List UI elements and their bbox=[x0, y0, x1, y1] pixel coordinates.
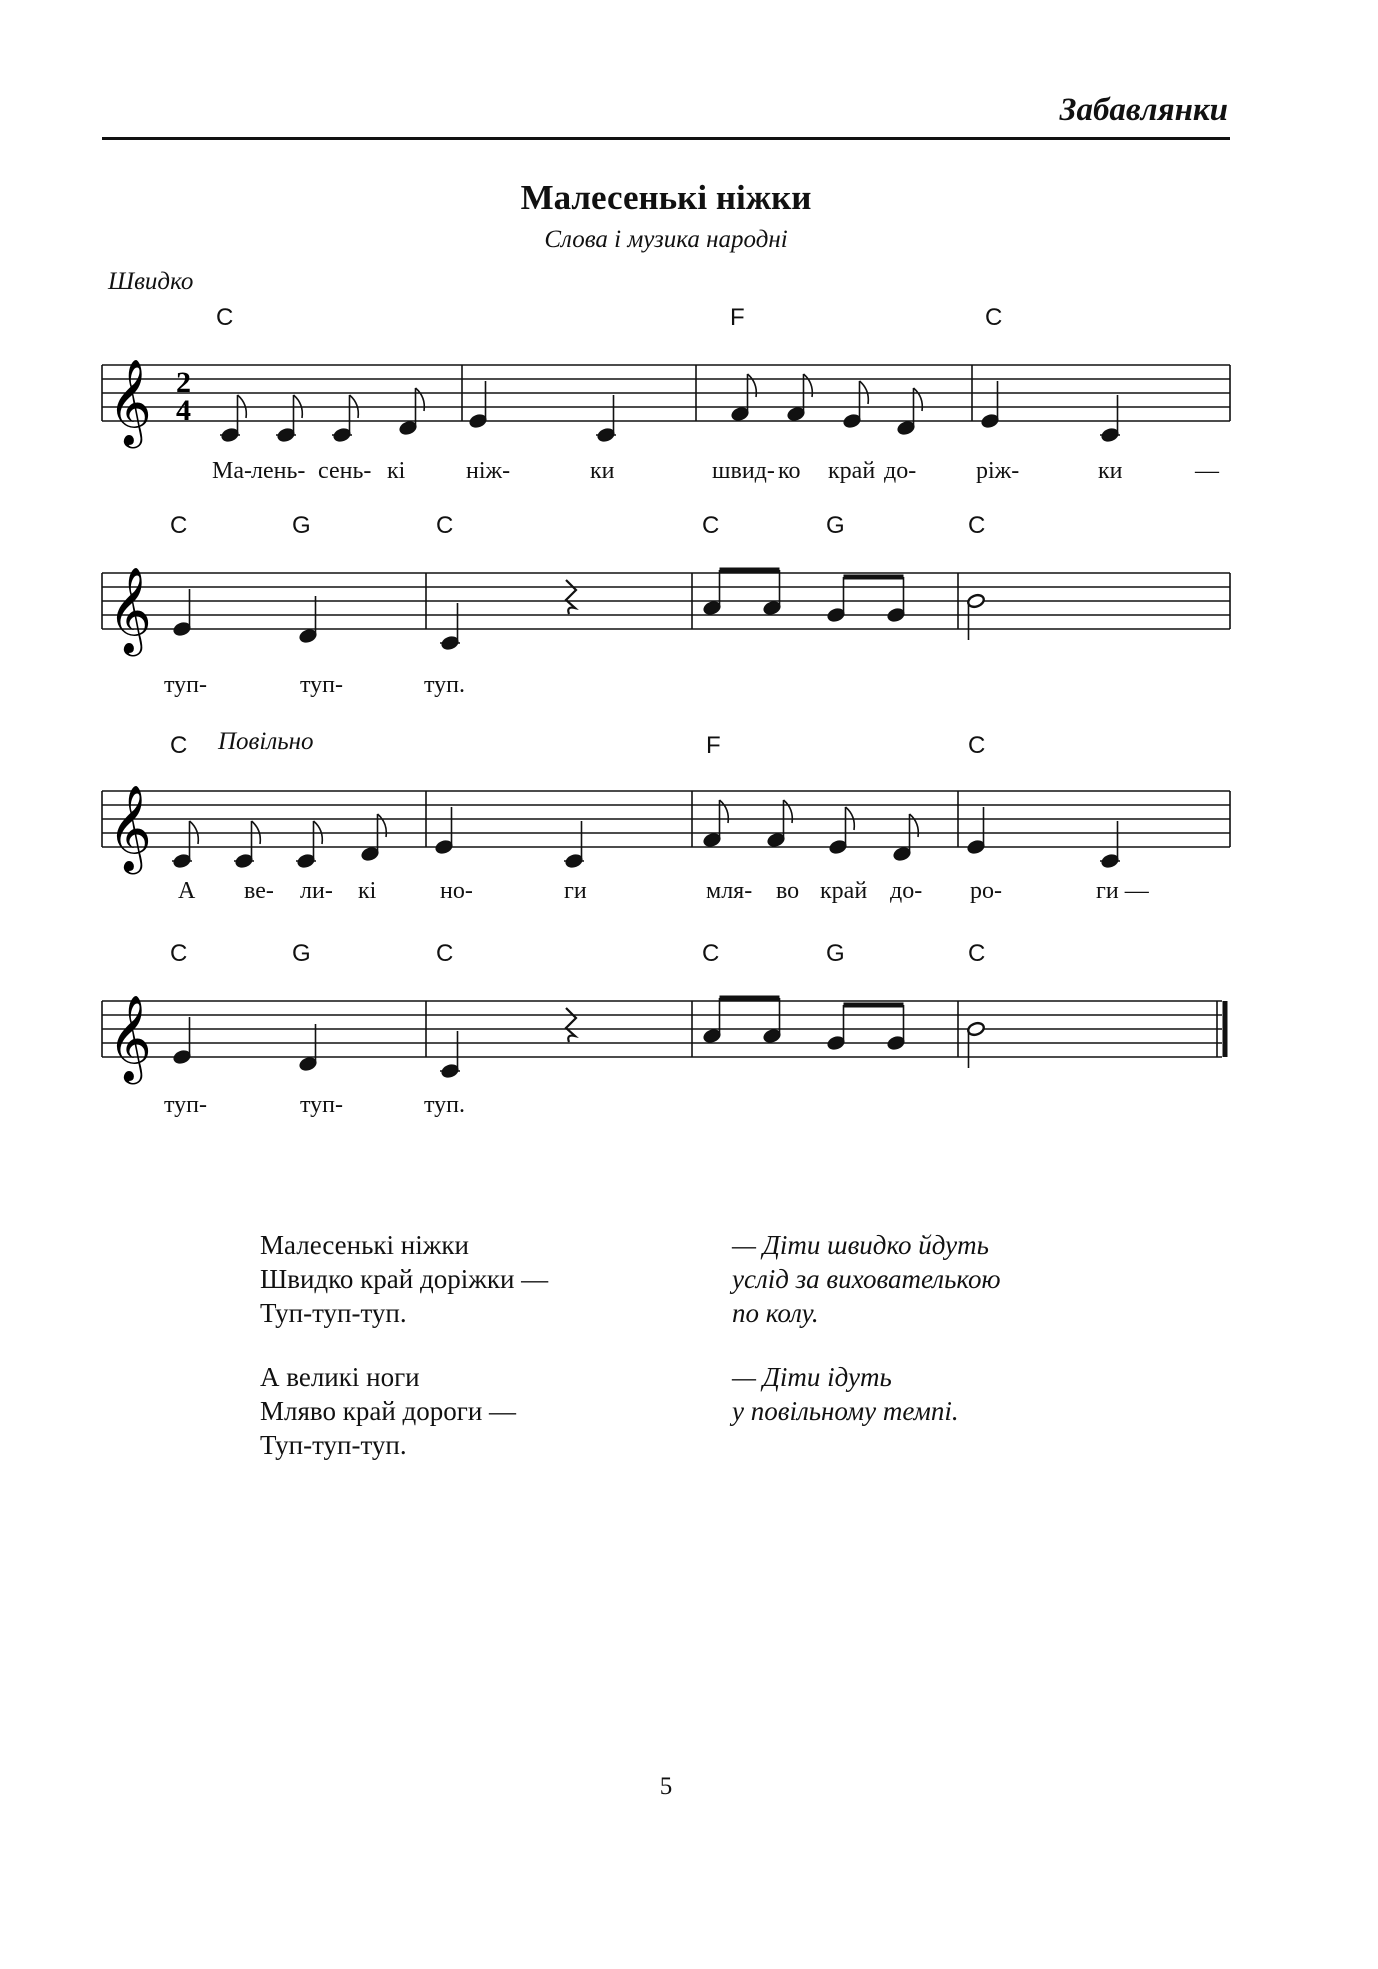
verse-instruction: у повільному темпі. bbox=[732, 1396, 959, 1426]
lyric-syllable: туп- bbox=[164, 672, 208, 698]
header-rule bbox=[102, 137, 1230, 140]
tempo-marking: Швидко bbox=[108, 268, 194, 295]
lyric-syllable: ніж- bbox=[466, 458, 511, 484]
verse-line: Туп-туп-туп. bbox=[260, 1298, 407, 1328]
section-title: Забавлянки bbox=[1059, 92, 1228, 128]
lyric-syllable: кі bbox=[387, 458, 406, 484]
verse-instruction: по колу. bbox=[732, 1298, 819, 1328]
verse-line: Мляво край дороги — bbox=[260, 1396, 517, 1426]
lyric-syllable: до- bbox=[884, 458, 917, 484]
lyric-syllable: кі bbox=[358, 878, 377, 904]
time-signature: 2 bbox=[176, 366, 191, 399]
lyric-syllable: швид- bbox=[712, 458, 775, 484]
chord-symbol: C bbox=[968, 940, 986, 967]
chord-symbol: F bbox=[706, 732, 721, 759]
music-staff bbox=[0, 766, 1378, 876]
song-subtitle: Слова і музика народні bbox=[544, 226, 788, 253]
time-signature: 4 bbox=[176, 394, 191, 427]
chord-symbol: G bbox=[826, 940, 845, 967]
verse-instruction: — Діти ідуть bbox=[732, 1362, 892, 1392]
lyric-syllable: но- bbox=[440, 878, 473, 904]
music-staff bbox=[0, 340, 1378, 450]
treble-clef-icon: 𝄞 bbox=[108, 785, 152, 871]
lyric-syllable: до- bbox=[890, 878, 923, 904]
lyric-syllable: туп- bbox=[164, 1092, 208, 1118]
verse-instruction: — Діти швидко йдуть bbox=[732, 1230, 989, 1260]
chord-symbol: G bbox=[826, 512, 845, 539]
lyric-syllable: лень- bbox=[251, 458, 306, 484]
verse-line: А великі ноги bbox=[260, 1362, 420, 1392]
page-number: 5 bbox=[659, 1773, 673, 1800]
music-staff bbox=[0, 976, 1378, 1086]
chord-symbol: C bbox=[968, 512, 986, 539]
lyric-syllable: ве- bbox=[244, 878, 274, 904]
chord-symbol: C bbox=[702, 940, 720, 967]
treble-clef-icon: 𝄞 bbox=[108, 995, 152, 1081]
lyric-syllable: ли- bbox=[300, 878, 333, 904]
lyric-syllable: край bbox=[828, 458, 876, 484]
lyric-syllable: туп- bbox=[300, 1092, 344, 1118]
treble-clef-icon: 𝄞 bbox=[108, 567, 152, 653]
lyric-syllable: край bbox=[820, 878, 868, 904]
lyric-syllable: туп- bbox=[300, 672, 344, 698]
verse-instruction: услід за вихователькою bbox=[732, 1264, 1001, 1294]
chord-symbol: G bbox=[292, 940, 311, 967]
lyric-syllable: мля- bbox=[706, 878, 753, 904]
lyric-syllable: ро- bbox=[970, 878, 1002, 904]
lyric-syllable: ги bbox=[564, 878, 587, 904]
chord-symbol: C bbox=[985, 304, 1003, 331]
treble-clef-icon: 𝄞 bbox=[108, 359, 152, 445]
lyric-syllable: А bbox=[178, 878, 196, 904]
verse-line: Туп-туп-туп. bbox=[260, 1430, 407, 1460]
lyric-syllable: туп. bbox=[424, 672, 466, 698]
verse-line: Малесенькі ніжки bbox=[260, 1230, 469, 1260]
lyric-syllable: ріж- bbox=[976, 458, 1020, 484]
chord-symbol: C bbox=[702, 512, 720, 539]
chord-symbol: C bbox=[170, 732, 188, 759]
lyric-syllable: ко bbox=[778, 458, 801, 484]
verse-line: Швидко край доріжки — bbox=[260, 1264, 549, 1294]
lyric-syllable: туп. bbox=[424, 1092, 466, 1118]
lyric-syllable: ки bbox=[1098, 458, 1123, 484]
chord-symbol: C bbox=[968, 732, 986, 759]
lyric-syllable: Ма- bbox=[212, 458, 252, 484]
chord-symbol: C bbox=[170, 512, 188, 539]
song-title: Малесенькі ніжки bbox=[520, 178, 812, 217]
lyric-syllable: — bbox=[1195, 458, 1219, 484]
chord-symbol: F bbox=[730, 304, 745, 331]
lyric-syllable: во bbox=[776, 878, 800, 904]
tempo-marking: Повільно bbox=[218, 728, 314, 755]
chord-symbol: C bbox=[216, 304, 234, 331]
chord-symbol: C bbox=[436, 512, 454, 539]
chord-symbol: G bbox=[292, 512, 311, 539]
chord-symbol: C bbox=[436, 940, 454, 967]
lyric-syllable: сень- bbox=[318, 458, 372, 484]
lyric-syllable: ки bbox=[590, 458, 615, 484]
chord-symbol: C bbox=[170, 940, 188, 967]
music-staff bbox=[0, 548, 1378, 658]
lyric-syllable: ги — bbox=[1096, 878, 1149, 904]
